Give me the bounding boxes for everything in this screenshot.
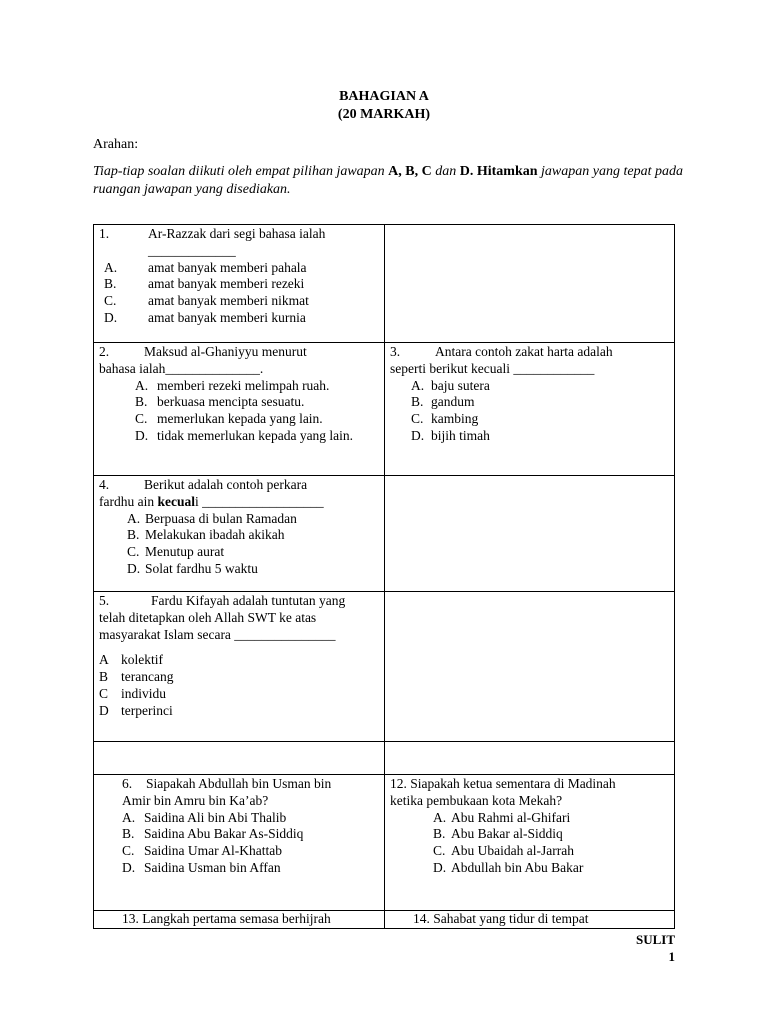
option-d: D. Saidina Usman bin Affan xyxy=(122,859,281,875)
question-number: 5. xyxy=(99,593,110,608)
option-d: D terperinci xyxy=(99,702,173,718)
classification-label: SULIT xyxy=(635,932,675,947)
option-c: C. Menutup aurat xyxy=(127,544,225,560)
question-text-line2: Amir bin Amru bin Ka’ab? xyxy=(122,792,269,808)
question-table xyxy=(93,224,675,929)
option-b: B. Melakukan ibadah akikah xyxy=(127,527,285,543)
page-number: 1 xyxy=(668,949,675,964)
option-a: A kolektif xyxy=(99,652,163,668)
option-c: C. memerlukan kepada yang lain. xyxy=(135,411,323,427)
instructions-part1: Tiap-tiap soalan diikuti oleh empat pilihan jawapan xyxy=(93,164,385,179)
question-number: 1. xyxy=(99,226,110,241)
option-d: D. bijih timah xyxy=(411,427,490,443)
option-c: C individu xyxy=(99,685,167,701)
question-text-line3: masyarakat Islam secara _______________ xyxy=(99,626,336,642)
question-1-cell xyxy=(94,225,385,343)
empty-cell xyxy=(385,592,675,742)
option-d: D. Abdullah bin Abu Bakar xyxy=(433,859,584,875)
empty-cell xyxy=(385,742,675,775)
question-13-cell xyxy=(94,911,385,929)
question-3-cell xyxy=(385,343,675,476)
table-row xyxy=(94,775,675,911)
empty-cell xyxy=(385,225,675,343)
option-c: C. amat banyak memberi nikmat xyxy=(104,293,309,309)
question-text: 14. Sahabat yang tidur di tempat xyxy=(413,911,589,926)
question-text: Maksud al-Ghaniyyu menurut xyxy=(144,344,307,359)
instructions-part2: dan xyxy=(435,164,457,179)
question-12-cell xyxy=(385,775,675,911)
question-text: 12. Siapakah ketua sementara di Madinah xyxy=(390,776,616,791)
option-c: C. kambing xyxy=(411,411,479,427)
table-row xyxy=(94,742,675,775)
instructions-part3: jawapan yang tepat pada ruangan jawapan yang disediakan. xyxy=(93,164,683,197)
question-text-line2: fardhu ain kecuali __________________ xyxy=(99,493,324,509)
table-row xyxy=(94,592,675,742)
question-text: Berikut adalah contoh perkara xyxy=(144,477,308,492)
section-title: BAHAGIAN A xyxy=(339,89,429,104)
option-b: B. gandum xyxy=(411,394,475,410)
option-a: A. amat banyak memberi pahala xyxy=(104,259,307,275)
instructions-label: Arahan: xyxy=(93,137,139,152)
option-c: C. Saidina Umar Al-Khattab xyxy=(122,843,282,859)
question-text: 13. Langkah pertama semasa berhijrah xyxy=(122,911,331,926)
question-text-line2: seperti berikut kecuali ____________ xyxy=(390,360,595,376)
option-d: D. tidak memerlukan kepada yang lain. xyxy=(135,427,354,443)
option-b: B. amat banyak memberi rezeki xyxy=(104,276,305,292)
question-number: 2. xyxy=(99,344,110,359)
question-text: Ar-Razzak dari segi bahasa ialah xyxy=(148,226,326,241)
option-d: D. amat banyak memberi kurnia xyxy=(104,309,306,325)
question-14-cell xyxy=(385,911,675,929)
option-a: A. Berpuasa di bulan Ramadan xyxy=(127,510,297,526)
question-text: Fardu Kifayah adalah tuntutan yang xyxy=(151,593,346,608)
option-c: C. Abu Ubaidah al-Jarrah xyxy=(433,843,574,859)
question-number: 4. xyxy=(99,477,110,492)
question-text-line2: bahasa ialah______________. xyxy=(99,360,264,376)
question-text: Antara contoh zakat harta adalah xyxy=(435,344,613,359)
table-row xyxy=(94,343,675,476)
instructions-last-choice: D. Hitamkan xyxy=(459,164,538,179)
question-number: 6. xyxy=(122,776,133,791)
option-b: B. berkuasa mencipta sesuatu. xyxy=(135,394,305,410)
question-text-line2: ketika pembukaan kota Mekah? xyxy=(390,792,563,808)
question-5-cell xyxy=(94,592,385,742)
table-row xyxy=(94,911,675,929)
question-number: 3. xyxy=(390,344,401,359)
option-b: B. Saidina Abu Bakar As-Siddiq xyxy=(122,826,304,842)
option-a: A. baju sutera xyxy=(411,377,490,393)
option-d: D. Solat fardhu 5 waktu xyxy=(127,560,258,576)
empty-cell xyxy=(385,476,675,592)
option-b: B. Abu Bakar al-Siddiq xyxy=(433,826,563,842)
question-6-cell xyxy=(94,775,385,911)
option-b: B terancang xyxy=(99,669,174,685)
question-text-line2: telah ditetapkan oleh Allah SWT ke atas xyxy=(99,609,317,625)
section-marks: (20 MARKAH) xyxy=(337,107,431,122)
option-a: A. memberi rezeki melimpah ruah. xyxy=(135,377,330,393)
question-text: Siapakah Abdullah bin Usman bin xyxy=(146,776,332,791)
question-4-cell xyxy=(94,476,385,592)
option-a: A. Saidina Ali bin Abi Thalib xyxy=(122,809,287,825)
empty-cell xyxy=(94,742,385,775)
table-row xyxy=(94,476,675,592)
table-row xyxy=(94,225,675,343)
answer-blank: _____________ xyxy=(148,242,236,258)
option-a: A. Abu Rahmi al-Ghifari xyxy=(433,809,571,825)
question-2-cell xyxy=(94,343,385,476)
instructions-choices: A, B, C xyxy=(388,164,432,179)
instructions-text xyxy=(93,163,693,199)
